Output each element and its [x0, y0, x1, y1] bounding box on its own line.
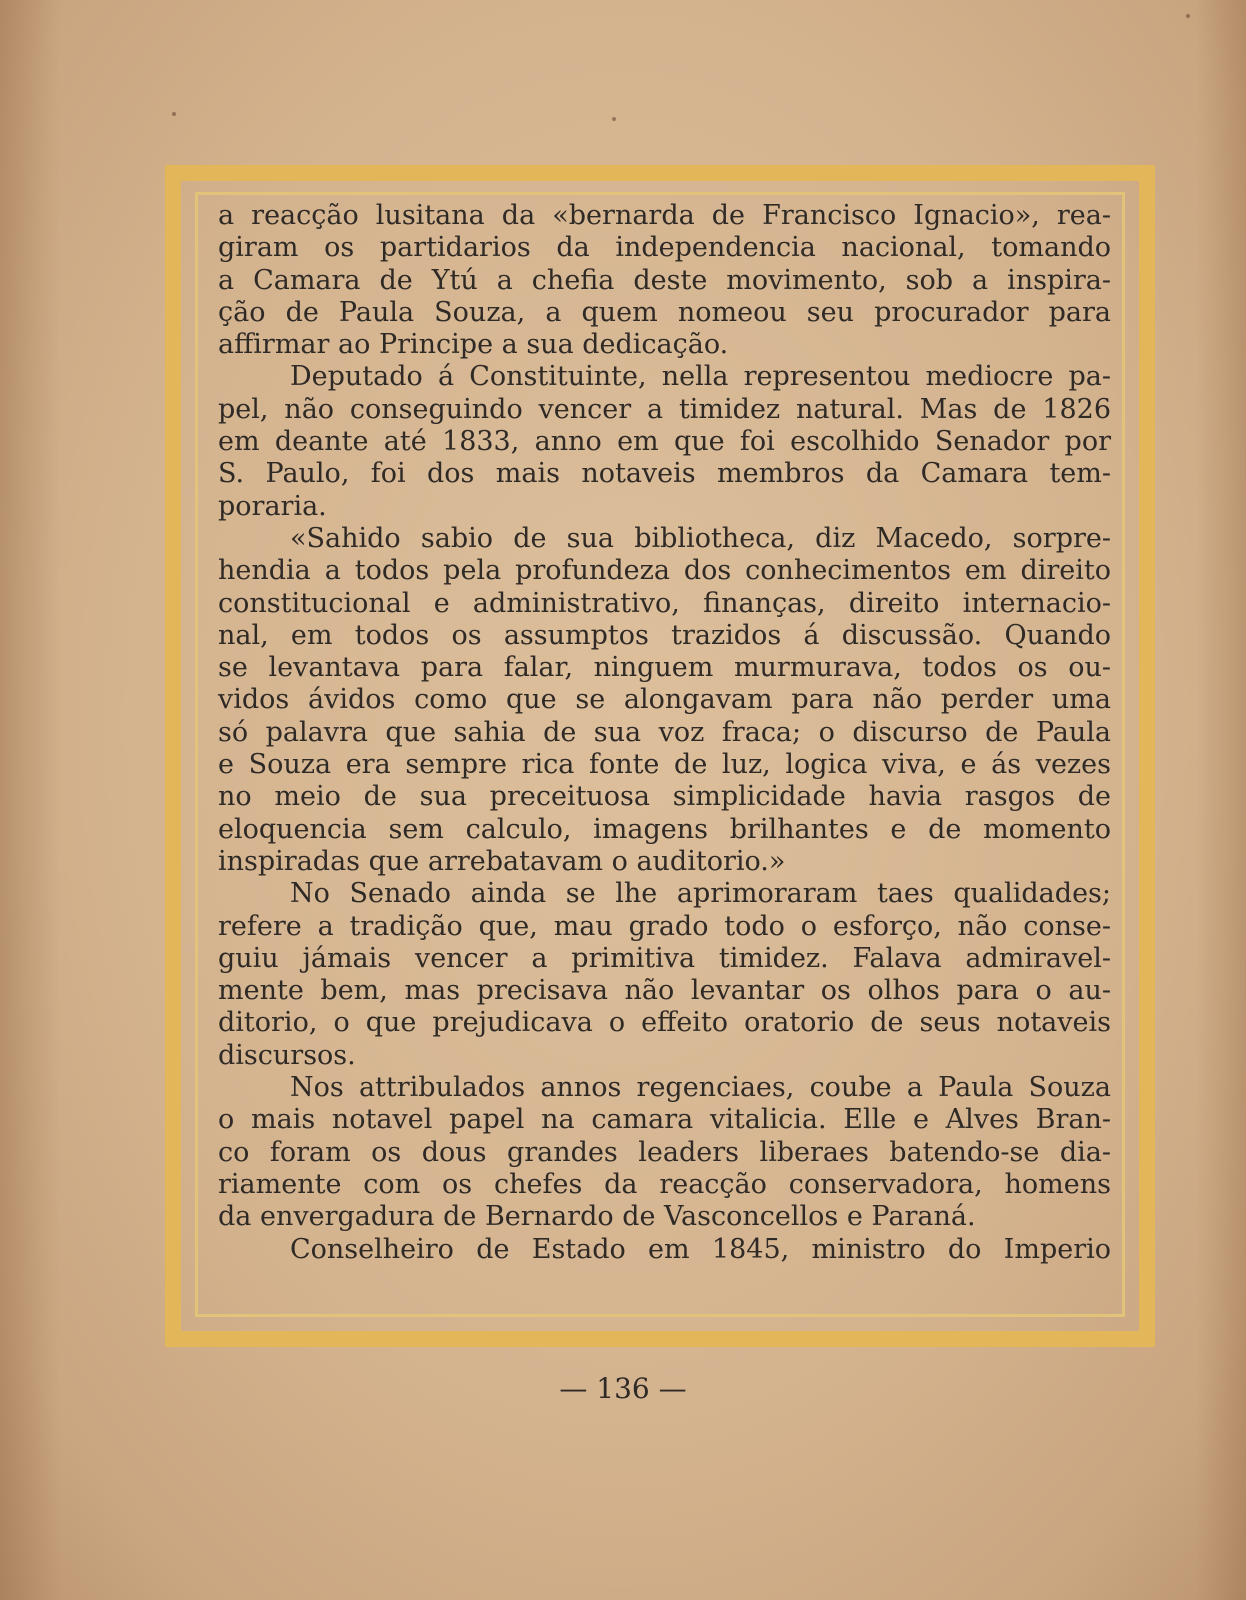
text-line: No Senado ainda se lhe aprimoraram taes qualidades;	[290, 878, 1111, 910]
text-line: hendia a todos pela profundeza dos conhecimentos em direito	[218, 555, 1111, 587]
text-line: riamente com os chefes da reacção conservadora, homens	[218, 1168, 1111, 1200]
text-line: poraria.	[218, 490, 327, 522]
text-line: pel, não conseguindo vencer a timidez natural. Mas de 1826	[218, 393, 1111, 425]
text-line: Nos attribulados annos regenciaes, coube a Paula Souza	[290, 1072, 1111, 1104]
text-line: discursos.	[218, 1039, 356, 1071]
text-line: guiu jámais vencer a primitiva timidez. Falava admiravel-	[218, 942, 1111, 974]
text-line: o mais notavel papel na camara vitalicia. Elle e Alves Bran-	[218, 1104, 1111, 1136]
paper-speck	[612, 117, 616, 121]
text-line: só palavra que sahia de sua voz fraca; o discurso de Paula	[218, 716, 1111, 748]
text-line: a Camara de Ytú a chefia deste movimento, sob a inspira-	[218, 264, 1111, 296]
text-line: ção de Paula Souza, a quem nomeou seu procurador para	[218, 296, 1111, 328]
text-line: ditorio, o que prejudicava o effeito oratorio de seus notaveis	[218, 1007, 1111, 1039]
text-line: Deputado á Constituinte, nella representou mediocre pa-	[290, 361, 1111, 393]
text-line: refere a tradição que, mau grado todo o esforço, não conse-	[218, 910, 1111, 942]
text-line: no meio de sua preceituosa simplicidade havia rasgos de	[218, 781, 1111, 813]
paper-speck	[1186, 14, 1190, 18]
body-text	[218, 200, 1111, 1266]
page-number: — 136 —	[559, 1372, 687, 1405]
text-line: inspiradas que arrebatavam o auditorio.»	[218, 845, 786, 877]
text-line: se levantava para falar, ninguem murmurava, todos os ou-	[218, 652, 1111, 684]
text-line: vidos ávidos como que se alongavam para não perder uma	[218, 684, 1111, 716]
text-line: Conselheiro de Estado em 1845, ministro do Imperio	[290, 1233, 1111, 1265]
text-line: giram os partidarios da independencia nacional, tomando	[218, 232, 1111, 264]
text-line: mente bem, mas precisava não levantar os olhos para o au-	[218, 975, 1111, 1007]
paper-edge-shadow-left	[0, 0, 60, 1600]
text-line: «Sahido sabio de sua bibliotheca, diz Macedo, sorpre-	[290, 522, 1111, 554]
text-line: em deante até 1833, anno em que foi escolhido Senador por	[218, 426, 1111, 458]
text-line: nal, em todos os assumptos trazidos á discussão. Quando	[218, 619, 1111, 651]
text-line: a reacção lusitana da «bernarda de Francisco Ignacio», rea-	[218, 200, 1111, 231]
paper-edge-shadow-right	[1196, 0, 1246, 1600]
text-line: affirmar ao Principe a sua dedicação.	[218, 329, 729, 361]
text-line: da envergadura de Bernardo de Vasconcellos e Paraná.	[218, 1201, 976, 1233]
text-line: constitucional e administrativo, finanças, direito internacio-	[218, 587, 1111, 619]
text-line: co foram os dous grandes leaders liberaes batendo-se dia-	[218, 1136, 1111, 1168]
text-line: S. Paulo, foi dos mais notaveis membros da Camara tem-	[218, 458, 1111, 490]
text-line: e Souza era sempre rica fonte de luz, logica viva, e ás vezes	[218, 749, 1111, 781]
paper-speck	[172, 112, 176, 116]
text-line: eloquencia sem calculo, imagens brilhantes e de momento	[218, 813, 1111, 845]
